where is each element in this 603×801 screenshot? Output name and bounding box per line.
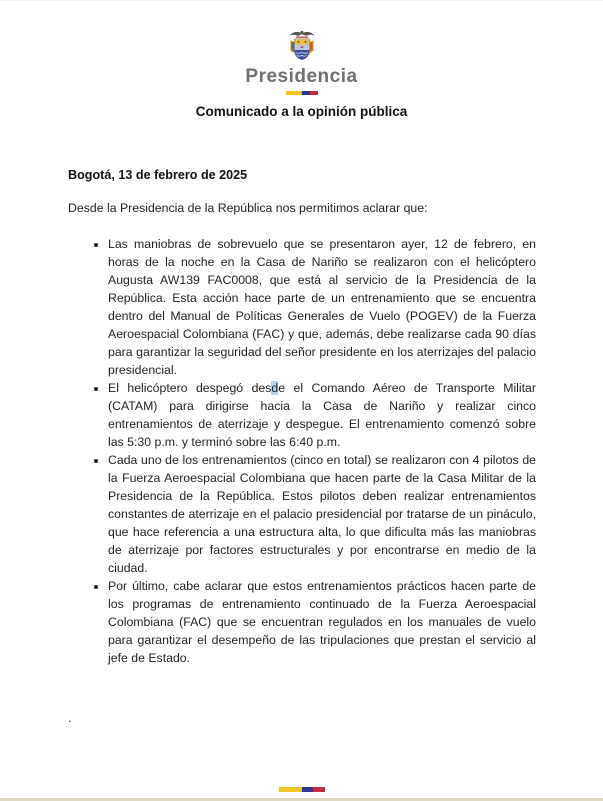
flag-yellow-segment — [286, 91, 302, 95]
flag-red-segment — [310, 91, 318, 95]
list-item — [108, 235, 536, 379]
flag-blue-segment — [302, 787, 314, 792]
document-header — [0, 27, 603, 95]
document-footer — [0, 787, 603, 792]
list-item-text: e el Comando Aéreo de Transporte Militar (CATAM) para dirigirse hacia la Casa de Nariño y realizar cinco entrenamientos de aterrizaje y despegue. El entrenamiento comenzó sobre las 5:30 p.m. y terminó sobre las 6:40 p.m. — [108, 381, 536, 449]
document-title: Comunicado a la opinión pública — [195, 104, 408, 119]
trailing-period: . — [68, 711, 72, 725]
bullet-list — [88, 235, 536, 667]
flag-red-segment — [313, 787, 325, 792]
footer-flag-bar-icon — [279, 787, 325, 792]
header-flag-bar-icon — [286, 91, 318, 95]
flag-blue-segment — [302, 91, 310, 95]
list-item-text: Las maniobras de sobrevuelo que se presentaron ayer, 12 de febrero, en horas de la noche en la Casa de Nariño se realizaron con el helicóptero Augusta AW139 FAC0008, que está al servicio de la Presidencia de la República. Esta acción hace parte de un entrenamiento que se encuentra dentro del Manual de Políticas Generales de Vuelo (POGEV) de la Fuerza Aeroespacial Colombiana (FAC) y que, además, debe realizarse cada 90 días para garantizar la seguridad del señor presidente en los aterrizajes del palacio presidencial. — [108, 237, 536, 377]
selected-text: d — [271, 381, 279, 395]
date-line: Bogotá, 13 de febrero de 2025 — [68, 168, 248, 182]
flag-yellow-segment — [279, 787, 302, 792]
list-item-text: El helicóptero despegó des — [108, 381, 272, 395]
brand-presidencia: Presidencia — [245, 66, 358, 87]
list-item — [108, 577, 536, 667]
list-item-text: Cada uno de los entrenamientos (cinco en total) se realizaron con 4 pilotos de la Fuerza Aeroespacial Colombiana que hacen parte de la Casa Militar de la Presidencia de la República. Estos pilotos deben realizar entrenamientos constantes de aterrizaje en el palacio presidencial por tratarse de un pináculo, que hace referencia a una estructura alta, lo que dificulta más las maniobras de aterrizaje por factores estructurales y por encontrarse en medio de la ciudad. — [108, 453, 536, 575]
list-item-text: Por último, cabe aclarar que estos entrenamientos prácticos hacen parte de los programas de entrenamiento continuado de la Fuerza Aeroespacial Colombiana (FAC) que se encuentran regulados en los manuales de vuelo para garantizar el desempeño de las tripulaciones que prestan el servicio al jefe de Estado. — [108, 579, 536, 665]
intro-paragraph: Desde la Presidencia de la República nos permitimos aclarar que: — [68, 201, 428, 215]
list-item — [108, 451, 536, 577]
colombia-coat-of-arms-icon — [284, 27, 320, 65]
bullet-list-container — [88, 235, 536, 667]
list-item — [108, 379, 536, 451]
